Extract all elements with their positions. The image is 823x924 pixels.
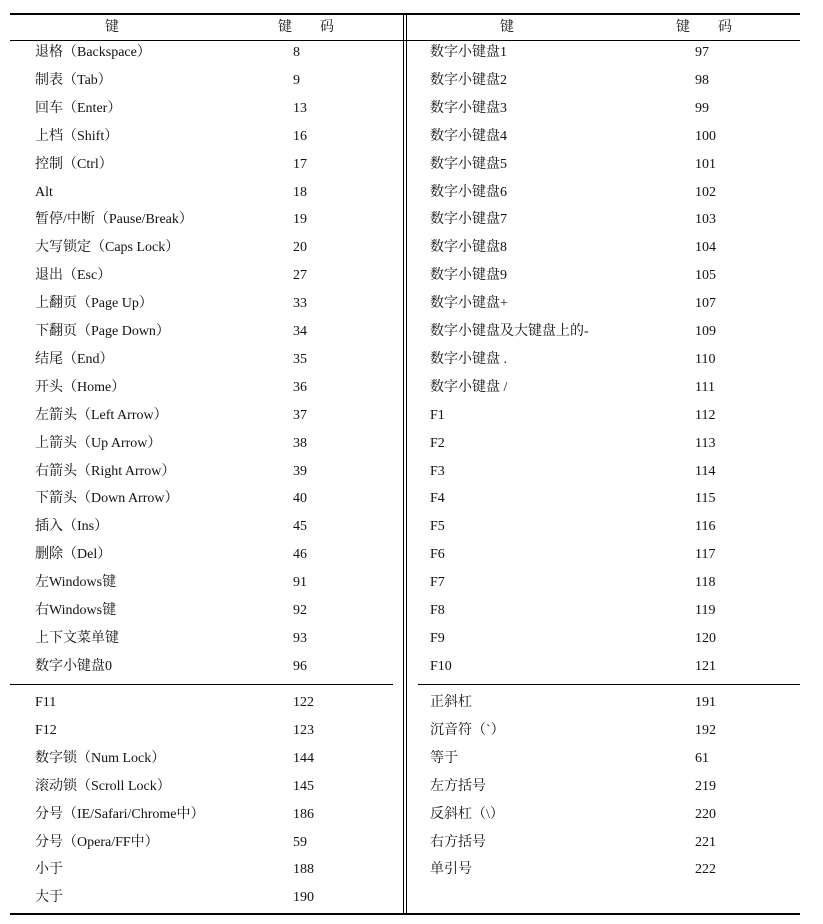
row-key: 单引号 (430, 862, 472, 877)
row-key: 等于 (430, 751, 458, 766)
row-code: 191 (695, 695, 716, 710)
row-key: 分号（Opera/FF中） (35, 835, 159, 850)
row-code: 145 (293, 779, 314, 794)
row-code: 45 (293, 519, 307, 534)
row-key: 数字小键盘7 (430, 212, 507, 227)
row-code: 192 (695, 723, 716, 738)
row-code: 102 (695, 185, 716, 200)
header-rule (10, 40, 800, 41)
row-key: 左箭头（Left Arrow） (35, 408, 168, 423)
row-code: 34 (293, 324, 307, 339)
row-code: 109 (695, 324, 716, 339)
row-code: 13 (293, 101, 307, 116)
row-key: 分号（IE/Safari/Chrome中） (35, 807, 205, 822)
row-code: 220 (695, 807, 716, 822)
row-code: 114 (695, 464, 716, 479)
row-key: 右Windows键 (35, 603, 117, 618)
row-key: 数字小键盘 . (430, 352, 507, 367)
row-code: 119 (695, 603, 716, 618)
row-code: 188 (293, 862, 314, 877)
row-key: 数字小键盘5 (430, 157, 507, 172)
row-code: 8 (293, 45, 300, 60)
row-code: 118 (695, 575, 716, 590)
row-code: 186 (293, 807, 314, 822)
row-key: 正斜杠 (430, 695, 472, 710)
row-code: 19 (293, 212, 307, 227)
row-code: 107 (695, 296, 716, 311)
row-key: F6 (430, 547, 445, 562)
keycode-table (10, 0, 800, 924)
row-key: 下翻页（Page Down） (35, 324, 170, 339)
row-code: 16 (293, 129, 307, 144)
row-code: 46 (293, 547, 307, 562)
row-code: 113 (695, 436, 716, 451)
row-code: 93 (293, 631, 307, 646)
center-divider-inner (406, 13, 407, 915)
row-code: 99 (695, 101, 709, 116)
row-code: 96 (293, 659, 307, 674)
row-key: 上箭头（Up Arrow） (35, 436, 162, 451)
row-key: 右箭头（Right Arrow） (35, 464, 176, 479)
row-key: 数字小键盘2 (430, 73, 507, 88)
row-key: F7 (430, 575, 445, 590)
header-right-key: 键 (500, 20, 514, 35)
top-rule (10, 13, 800, 15)
row-code: 115 (695, 491, 716, 506)
row-code: 111 (695, 380, 715, 395)
row-key: 上翻页（Page Up） (35, 296, 153, 311)
header-right-code: 键 码 (676, 20, 732, 35)
row-key: 小于 (35, 862, 63, 877)
row-key: 数字小键盘1 (430, 45, 507, 60)
row-key: F9 (430, 631, 445, 646)
row-code: 35 (293, 352, 307, 367)
row-code: 100 (695, 129, 716, 144)
row-key: 数字小键盘0 (35, 659, 112, 674)
row-key: 数字小键盘+ (430, 296, 508, 311)
row-key: 回车（Enter） (35, 101, 122, 116)
row-code: 39 (293, 464, 307, 479)
row-code: 38 (293, 436, 307, 451)
header-left-key: 键 (105, 20, 119, 35)
row-code: 190 (293, 890, 314, 905)
row-key: F11 (35, 695, 57, 710)
row-key: Alt (35, 185, 53, 200)
row-key: 数字小键盘9 (430, 268, 507, 283)
row-key: 数字锁（Num Lock） (35, 751, 166, 766)
row-code: 91 (293, 575, 307, 590)
row-code: 61 (695, 751, 709, 766)
row-code: 59 (293, 835, 307, 850)
right-section-rule (418, 684, 800, 685)
row-code: 105 (695, 268, 716, 283)
center-divider (403, 13, 404, 915)
row-code: 9 (293, 73, 300, 88)
row-key: 数字小键盘4 (430, 129, 507, 144)
row-key: 数字小键盘6 (430, 185, 507, 200)
row-key: 结尾（End） (35, 352, 114, 367)
row-key: F12 (35, 723, 57, 738)
row-key: 数字小键盘3 (430, 101, 507, 116)
row-code: 37 (293, 408, 307, 423)
row-key: 上下文菜单键 (35, 631, 119, 646)
row-code: 116 (695, 519, 716, 534)
row-key: F2 (430, 436, 445, 451)
row-code: 40 (293, 491, 307, 506)
row-key: F10 (430, 659, 452, 674)
row-code: 17 (293, 157, 307, 172)
row-code: 97 (695, 45, 709, 60)
row-code: 18 (293, 185, 307, 200)
row-code: 110 (695, 352, 716, 367)
row-key: 下箭头（Down Arrow） (35, 491, 179, 506)
row-code: 219 (695, 779, 716, 794)
row-key: 沉音符（`） (430, 723, 505, 738)
row-key: 开头（Home） (35, 380, 126, 395)
row-key: 滚动锁（Scroll Lock） (35, 779, 171, 794)
row-code: 92 (293, 603, 307, 618)
row-code: 221 (695, 835, 716, 850)
row-key: 退格（Backspace） (35, 45, 151, 60)
row-code: 104 (695, 240, 716, 255)
row-key: F3 (430, 464, 445, 479)
row-code: 103 (695, 212, 716, 227)
row-key: F1 (430, 408, 445, 423)
row-code: 117 (695, 547, 716, 562)
row-code: 101 (695, 157, 716, 172)
row-key: 数字小键盘 / (430, 380, 508, 395)
row-key: 退出（Esc） (35, 268, 112, 283)
row-code: 98 (695, 73, 709, 88)
bottom-rule (10, 913, 800, 915)
row-code: 27 (293, 268, 307, 283)
row-key: 上档（Shift） (35, 129, 119, 144)
row-key: 反斜杠（\） (430, 807, 504, 822)
row-key: 控制（Ctrl） (35, 157, 113, 172)
row-key: 暂停/中断（Pause/Break） (35, 212, 193, 227)
row-key: 左方括号 (430, 779, 486, 794)
row-key: 大于 (35, 890, 63, 905)
row-code: 112 (695, 408, 716, 423)
row-code: 121 (695, 659, 716, 674)
row-code: 222 (695, 862, 716, 877)
row-code: 144 (293, 751, 314, 766)
row-code: 120 (695, 631, 716, 646)
row-key: 右方括号 (430, 835, 486, 850)
row-key: 删除（Del） (35, 547, 112, 562)
row-code: 33 (293, 296, 307, 311)
row-code: 122 (293, 695, 314, 710)
row-key: 制表（Tab） (35, 73, 112, 88)
row-key: F4 (430, 491, 445, 506)
row-key: 左Windows键 (35, 575, 117, 590)
header-left-code: 键 码 (278, 20, 334, 35)
row-key: 数字小键盘8 (430, 240, 507, 255)
row-key: 数字小键盘及大键盘上的- (430, 324, 589, 339)
row-key: F8 (430, 603, 445, 618)
row-code: 36 (293, 380, 307, 395)
row-code: 20 (293, 240, 307, 255)
row-code: 123 (293, 723, 314, 738)
row-key: F5 (430, 519, 445, 534)
row-key: 大写锁定（Caps Lock） (35, 240, 180, 255)
left-section-rule (10, 684, 393, 685)
row-key: 插入（Ins） (35, 519, 109, 534)
